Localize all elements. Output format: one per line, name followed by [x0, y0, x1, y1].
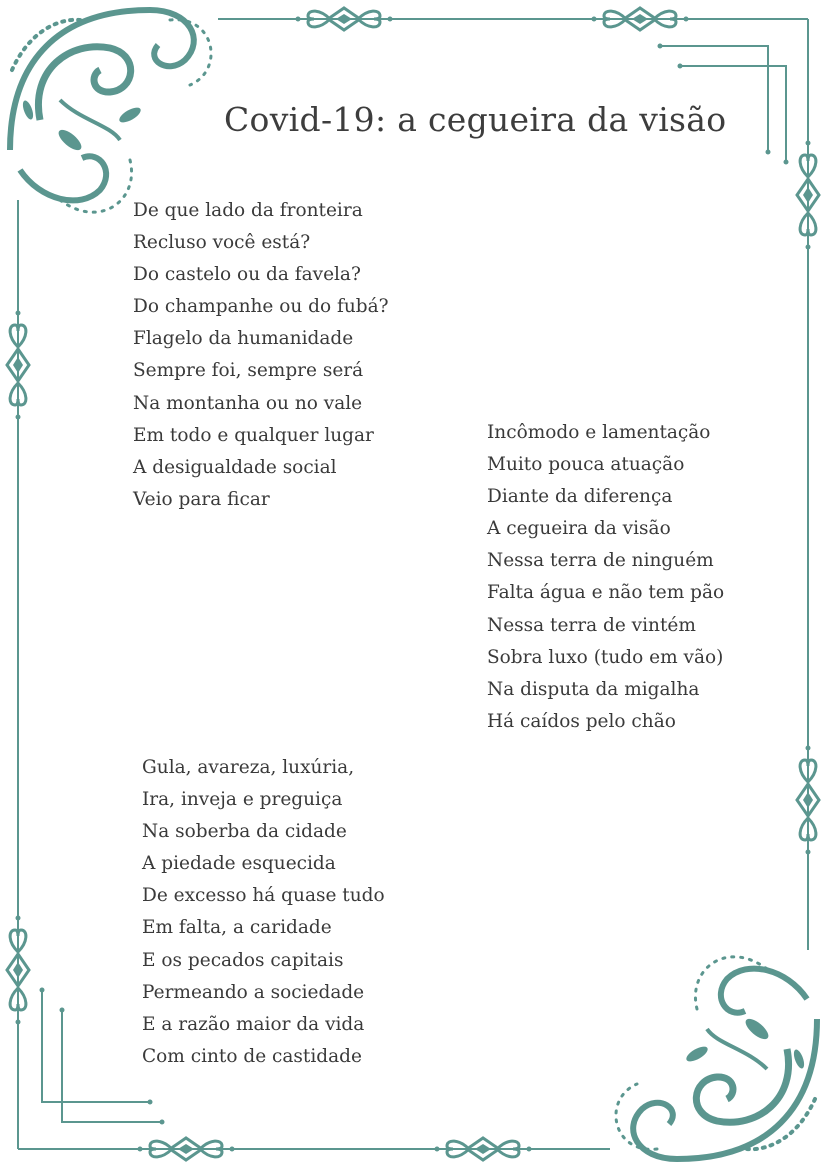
poem-line: E os pecados capitais [142, 949, 344, 971]
poem-line: Sobra luxo (tudo em vão) [487, 646, 724, 668]
poem-line: Gula, avareza, luxúria, [142, 757, 355, 778]
poem-line: Veio para ficar [133, 488, 270, 510]
poem-line: Na montanha ou no vale [133, 392, 363, 414]
poem-line: Permeando a sociedade [142, 981, 365, 1003]
stanza-1 [133, 195, 389, 516]
poem-line: Incômodo e lamentação [487, 422, 711, 443]
poem-line: Flagelo da humanidade [133, 328, 354, 350]
stanza-2 [487, 417, 724, 738]
poem-line: A desigualdade social [133, 456, 337, 478]
poem-line: Do castelo ou da favela? [133, 264, 361, 286]
poem-line: Recluso você está? [133, 232, 311, 254]
poem-line: Nessa terra de vintém [487, 614, 696, 636]
poem-line: Na soberba da cidade [142, 821, 347, 843]
poem-line: A cegueira da visão [487, 518, 671, 540]
ornament-top-left [10, 10, 211, 212]
poem-line: Sempre foi, sempre será [133, 360, 364, 382]
poem-line: Em todo e qualquer lugar [133, 424, 374, 446]
ornament-bottom-right [616, 957, 817, 1159]
poem-line: Muito pouca atuação [487, 454, 685, 476]
poem-line: Em falta, a caridade [142, 917, 332, 939]
poem-line: Diante da diferença [487, 486, 673, 508]
poem-line: Falta água e não tem pão [487, 582, 725, 604]
poem-title: Covid-19: a cegueira da visão [224, 100, 727, 139]
poem-line: Ira, inveja e preguiça [142, 789, 343, 811]
poem-line: Com cinto de castidade [142, 1045, 362, 1067]
poem-line: Nessa terra de ninguém [487, 550, 714, 572]
poem-line: Há caídos pelo chão [487, 710, 676, 732]
poem-line: De que lado da fronteira [133, 200, 363, 221]
poem-line: De excesso há quase tudo [142, 885, 385, 907]
stanza-3 [142, 752, 385, 1073]
poem-line: E a razão maior da vida [142, 1013, 365, 1035]
poem-line: Na disputa da migalha [487, 678, 700, 700]
poem-line: Do champanhe ou do fubá? [133, 296, 389, 318]
poem-line: A piedade esquecida [142, 853, 336, 875]
